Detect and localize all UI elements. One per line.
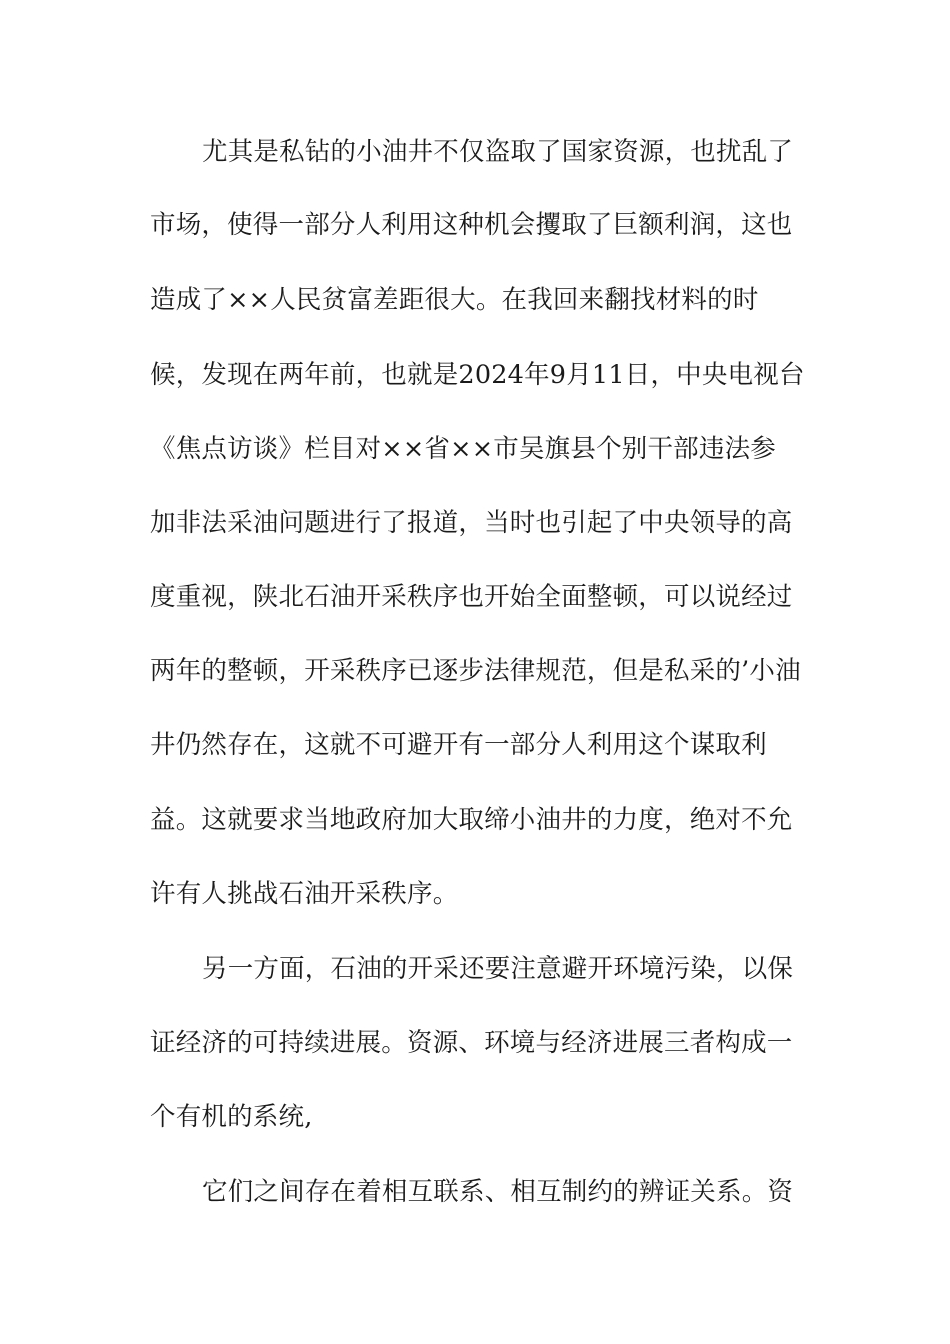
text-line: 两年的整顿，开采秩序已逐步法律规范，但是私采的’小油 (150, 656, 801, 686)
text-line: 它们之间存在着相互联系、相互制约的辨证关系。资 (202, 1177, 794, 1207)
text-line: 候，发现在两年前，也就是2024年9月11日，中央电视台 (150, 360, 805, 390)
text-line: 造成了××人民贫富差距很大。在我回来翻找材料的时 (150, 285, 759, 315)
text-line: 《焦点访谈》栏目对××省××市吴旗县个别干部违法参 (150, 434, 776, 464)
text-line: 另一方面，石油的开采还要注意避开环境污染，以保 (202, 954, 794, 984)
text-line: 尤其是私钻的小油井不仅盗取了国家资源，也扰乱了 (202, 137, 794, 167)
text-line: 度重视，陕北石油开采秩序也开始全面整顿，可以说经过 (150, 582, 793, 612)
text-line: 加非法采油问题进行了报道，当时也引起了中央领导的高 (150, 508, 793, 538)
text-line: 井仍然存在，这就不可避开有一部分人利用这个谋取利 (150, 730, 767, 760)
text-line: 市场，使得一部分人利用这种机会攫取了巨额利润，这也 (150, 210, 793, 240)
text-line: 个有机的系统, (150, 1102, 313, 1132)
text-line: 证经济的可持续进展。资源、环境与经济进展三者构成一 (150, 1028, 793, 1058)
text-line: 许有人挑战石油开采秩序。 (150, 879, 459, 909)
text-line: 益。这就要求当地政府加大取缔小油井的力度，绝对不允 (150, 805, 793, 835)
